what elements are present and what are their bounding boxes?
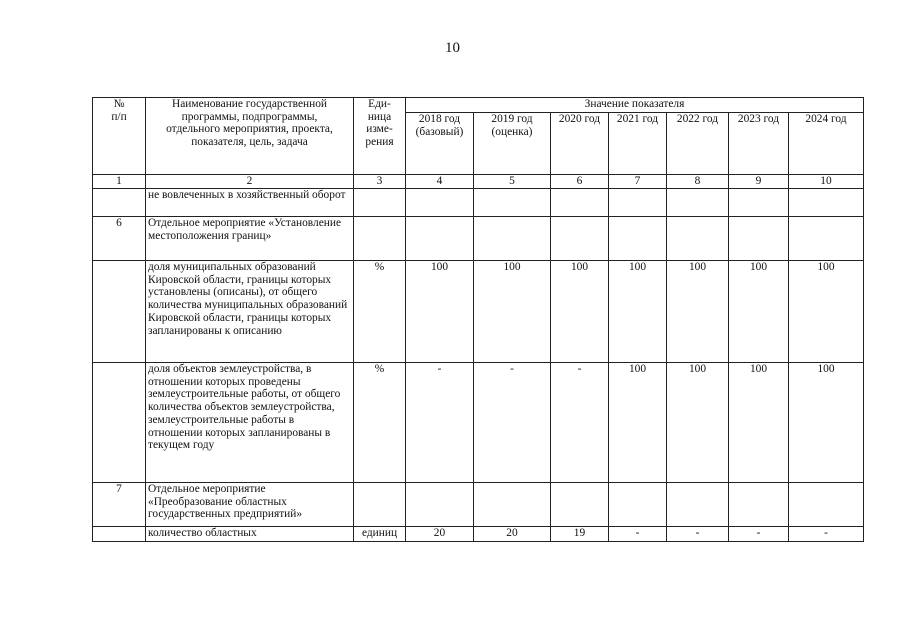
row-value — [609, 483, 667, 527]
row-value — [609, 217, 667, 261]
row-value — [789, 217, 864, 261]
row-value — [406, 217, 474, 261]
column-number: 8 — [667, 175, 729, 189]
row-unit: единиц — [354, 527, 406, 542]
row-value: - — [729, 527, 789, 542]
row-unit — [354, 189, 406, 217]
row-name: количество областных — [146, 527, 354, 542]
row-value — [406, 189, 474, 217]
header-year-2024: 2024 год — [789, 113, 864, 175]
row-value: - — [789, 527, 864, 542]
row-value: - — [551, 363, 609, 483]
header-unit: Еди- ница изме- рения — [354, 98, 406, 175]
row-value — [789, 189, 864, 217]
row-unit: % — [354, 363, 406, 483]
row-value — [474, 483, 551, 527]
header-num: № п/п — [93, 98, 146, 175]
table-row — [93, 483, 864, 527]
table-row — [93, 363, 864, 483]
row-value: 100 — [667, 363, 729, 483]
column-number: 6 — [551, 175, 609, 189]
table-row — [93, 261, 864, 363]
row-name: доля объектов землеустройства, в отношении которых проведены землеустроительные работы, от общего количества объектов землеустройства, землеустроительные работы в отношении которых запланированы в текущем году — [146, 363, 354, 483]
row-value: 100 — [406, 261, 474, 363]
table-row — [93, 189, 864, 217]
row-num — [93, 189, 146, 217]
row-unit: % — [354, 261, 406, 363]
row-value: 100 — [551, 261, 609, 363]
row-value — [667, 483, 729, 527]
column-number: 3 — [354, 175, 406, 189]
row-value — [551, 483, 609, 527]
row-name: Отдельное мероприятие «Установление местоположения границ» — [146, 217, 354, 261]
row-value: - — [609, 527, 667, 542]
row-value — [551, 189, 609, 217]
row-value: - — [406, 363, 474, 483]
row-value: 100 — [729, 261, 789, 363]
row-value: 100 — [789, 261, 864, 363]
row-value: 100 — [667, 261, 729, 363]
header-year-2020: 2020 год — [551, 113, 609, 175]
row-value — [474, 189, 551, 217]
column-number: 5 — [474, 175, 551, 189]
page-number: 10 — [445, 40, 460, 56]
column-number: 4 — [406, 175, 474, 189]
column-number-row — [93, 175, 864, 189]
row-value: - — [667, 527, 729, 542]
row-value — [667, 189, 729, 217]
row-name: доля муниципальных образований Кировской области, границы которых установлены (описаны), от общего количества муниципальных образований Кировской области, границы которых запланированы к описанию — [146, 261, 354, 363]
row-value: 100 — [609, 363, 667, 483]
row-value — [474, 217, 551, 261]
column-number: 2 — [146, 175, 354, 189]
row-num: 7 — [93, 483, 146, 527]
row-value — [789, 483, 864, 527]
header-year-2021: 2021 год — [609, 113, 667, 175]
row-num — [93, 527, 146, 542]
row-value — [551, 217, 609, 261]
row-value — [729, 483, 789, 527]
row-unit — [354, 483, 406, 527]
column-number: 7 — [609, 175, 667, 189]
header-year-2023: 2023 год — [729, 113, 789, 175]
row-num — [93, 261, 146, 363]
column-number: 10 — [789, 175, 864, 189]
row-value: - — [474, 363, 551, 483]
header-year-2018: 2018 год (базовый) — [406, 113, 474, 175]
row-value — [729, 189, 789, 217]
header-year-2022: 2022 год — [667, 113, 729, 175]
table-row — [93, 217, 864, 261]
row-value — [609, 189, 667, 217]
column-number: 1 — [93, 175, 146, 189]
row-num: 6 — [93, 217, 146, 261]
header-value-group: Значение показателя — [406, 98, 864, 113]
row-num — [93, 363, 146, 483]
indicators-table — [92, 97, 864, 542]
row-value: 100 — [789, 363, 864, 483]
row-unit — [354, 217, 406, 261]
row-value: 19 — [551, 527, 609, 542]
row-value — [406, 483, 474, 527]
header-year-2019: 2019 год (оценка) — [474, 113, 551, 175]
row-value: 100 — [474, 261, 551, 363]
table-row — [93, 527, 864, 542]
row-name: Отдельное мероприятие «Преобразование областных государственных предприятий» — [146, 483, 354, 527]
row-value — [729, 217, 789, 261]
row-value: 100 — [609, 261, 667, 363]
row-value: 100 — [729, 363, 789, 483]
column-number: 9 — [729, 175, 789, 189]
row-value: 20 — [474, 527, 551, 542]
row-value — [667, 217, 729, 261]
header-name: Наименование государственной программы, подпрограммы, отдельного мероприятия, проекта, показателя, цель, задача — [146, 98, 354, 175]
row-name: не вовлеченных в хозяйственный оборот — [146, 189, 354, 217]
row-value: 20 — [406, 527, 474, 542]
